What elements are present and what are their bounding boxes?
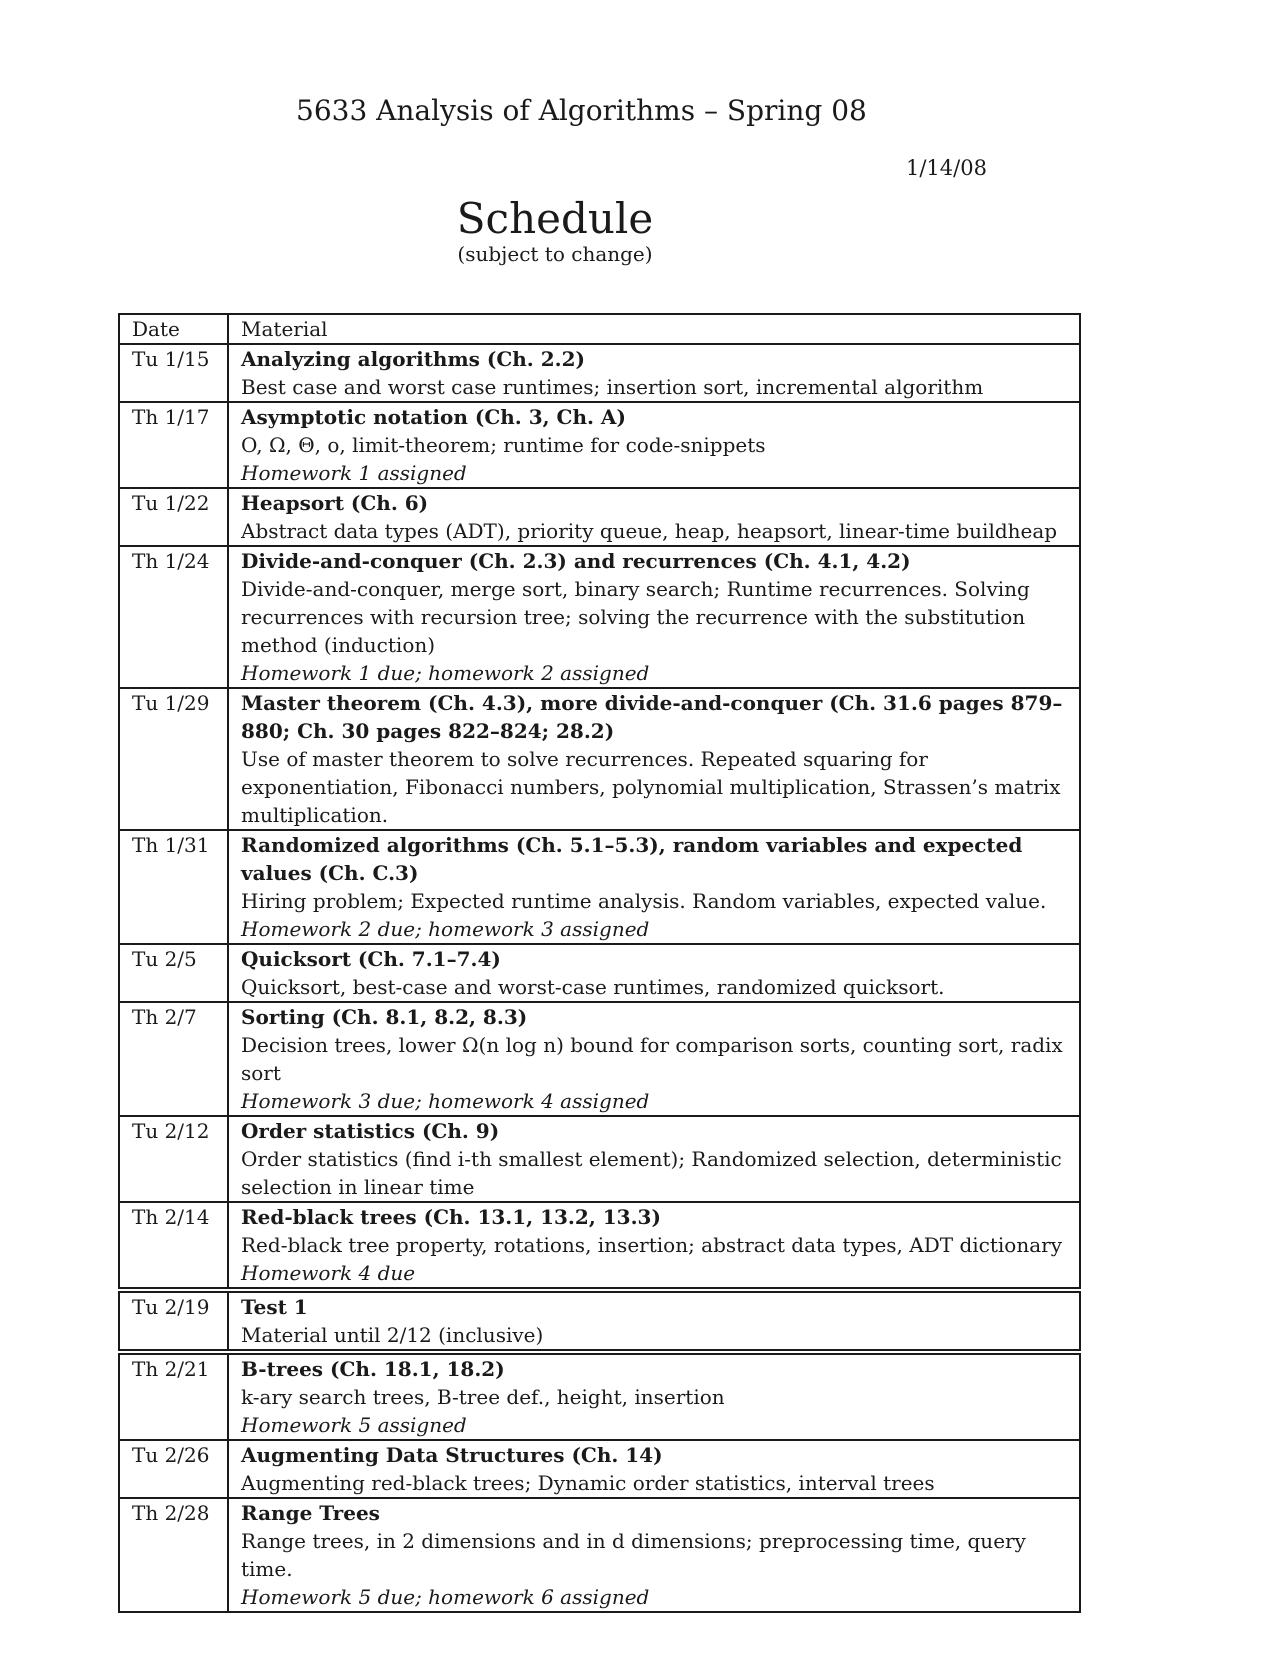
row-date: Tu 2/12	[119, 1116, 228, 1202]
row-topic: Sorting (Ch. 8.1, 8.2, 8.3)	[241, 1005, 528, 1029]
schedule-table	[118, 313, 1081, 1613]
table-row	[119, 1116, 1080, 1202]
row-homework-note: Homework 5 assigned	[241, 1413, 467, 1437]
schedule-subtitle: (subject to change)	[457, 242, 653, 266]
row-topic: Analyzing algorithms (Ch. 2.2)	[241, 347, 585, 371]
row-homework-note: Homework 5 due; homework 6 assigned	[241, 1585, 650, 1609]
row-description: Order statistics (find i-th smallest element); Randomized selection, deterministic selection in linear time	[241, 1147, 1062, 1199]
row-topic: Asymptotic notation (Ch. 3, Ch. A)	[241, 405, 626, 429]
row-description: Range trees, in 2 dimensions and in d dimensions; preprocessing time, query time.	[241, 1529, 1026, 1581]
table-row	[119, 1002, 1080, 1116]
row-description: Material until 2/12 (inclusive)	[241, 1323, 544, 1347]
row-date: Tu 1/22	[119, 488, 228, 546]
table-row	[119, 1290, 1080, 1352]
row-topic: Master theorem (Ch. 4.3), more divide-and-conquer (Ch. 31.6 pages 879–880; Ch. 30 pages 822–824; 28.2)	[241, 691, 1063, 743]
row-homework-note: Homework 3 due; homework 4 assigned	[241, 1089, 650, 1113]
table-row	[119, 1352, 1080, 1440]
schedule-title: Schedule	[456, 194, 654, 243]
row-date: Th 2/21	[119, 1352, 228, 1440]
column-header-material: Material	[228, 314, 1080, 344]
table-row	[119, 830, 1080, 944]
row-topic: B-trees (Ch. 18.1, 18.2)	[241, 1357, 505, 1381]
table-row	[119, 1202, 1080, 1290]
row-topic: Randomized algorithms (Ch. 5.1–5.3), random variables and expected values (Ch. C.3)	[241, 833, 1023, 885]
row-date: Tu 2/5	[119, 944, 228, 1002]
row-date: Th 1/31	[119, 830, 228, 944]
row-material	[228, 402, 1080, 488]
row-homework-note: Homework 4 due	[241, 1261, 416, 1285]
row-description: Red-black tree property, rotations, insertion; abstract data types, ADT dictionary	[241, 1233, 1062, 1257]
row-description: Abstract data types (ADT), priority queue, heap, heapsort, linear-time buildheap	[241, 519, 1058, 543]
row-date: Th 1/17	[119, 402, 228, 488]
row-homework-note: Homework 1 due; homework 2 assigned	[241, 661, 650, 685]
row-date: Th 1/24	[119, 546, 228, 688]
row-material	[228, 488, 1080, 546]
row-material	[228, 1290, 1080, 1352]
row-material	[228, 830, 1080, 944]
row-material	[228, 344, 1080, 402]
row-material	[228, 1116, 1080, 1202]
row-topic: Test 1	[241, 1295, 308, 1319]
row-topic: Range Trees	[241, 1501, 380, 1525]
row-material	[228, 1202, 1080, 1290]
row-description: Use of master theorem to solve recurrences. Repeated squaring for exponentiation, Fibonacci numbers, polynomial multiplication, Strassen’s matrix multiplication.	[241, 747, 1061, 827]
row-date: Th 2/28	[119, 1498, 228, 1612]
row-material	[228, 944, 1080, 1002]
row-date: Tu 1/29	[119, 688, 228, 830]
table-row	[119, 688, 1080, 830]
row-description: Hiring problem; Expected runtime analysis. Random variables, expected value.	[241, 889, 1047, 913]
row-description: O, Ω, Θ, o, limit-theorem; runtime for code-snippets	[241, 433, 766, 457]
document-date: 1/14/08	[906, 156, 987, 180]
row-material	[228, 1498, 1080, 1612]
row-topic: Heapsort (Ch. 6)	[241, 491, 429, 515]
row-topic: Augmenting Data Structures (Ch. 14)	[241, 1443, 663, 1467]
row-topic: Red-black trees (Ch. 13.1, 13.2, 13.3)	[241, 1205, 661, 1229]
row-homework-note: Homework 2 due; homework 3 assigned	[241, 917, 650, 941]
row-date: Th 2/7	[119, 1002, 228, 1116]
row-material	[228, 546, 1080, 688]
table-row	[119, 402, 1080, 488]
row-topic: Divide-and-conquer (Ch. 2.3) and recurrences (Ch. 4.1, 4.2)	[241, 549, 911, 573]
row-material	[228, 1352, 1080, 1440]
row-material	[228, 688, 1080, 830]
course-title: 5633 Analysis of Algorithms – Spring 08	[296, 94, 867, 127]
table-row	[119, 1440, 1080, 1498]
table-row	[119, 944, 1080, 1002]
table-row	[119, 344, 1080, 402]
row-description: k-ary search trees, B-tree def., height, insertion	[241, 1385, 725, 1409]
row-description: Best case and worst case runtimes; insertion sort, incremental algorithm	[241, 375, 984, 399]
row-description: Divide-and-conquer, merge sort, binary search; Runtime recurrences. Solving recurrences with recursion tree; solving the recurrence with the substitution method (induction)	[241, 577, 1030, 657]
row-description: Decision trees, lower Ω(n log n) bound for comparison sorts, counting sort, radix sort	[241, 1033, 1063, 1085]
row-date: Tu 2/26	[119, 1440, 228, 1498]
table-row	[119, 488, 1080, 546]
row-topic: Quicksort (Ch. 7.1–7.4)	[241, 947, 501, 971]
row-material	[228, 1002, 1080, 1116]
table-header-row	[119, 314, 1080, 344]
row-homework-note: Homework 1 assigned	[241, 461, 467, 485]
row-description: Augmenting red-black trees; Dynamic order statistics, interval trees	[241, 1471, 935, 1495]
column-header-date: Date	[119, 314, 228, 344]
row-date: Tu 2/19	[119, 1290, 228, 1352]
row-description: Quicksort, best-case and worst-case runtimes, randomized quicksort.	[241, 975, 945, 999]
row-date: Tu 1/15	[119, 344, 228, 402]
table-row	[119, 1498, 1080, 1612]
row-date: Th 2/14	[119, 1202, 228, 1290]
row-material	[228, 1440, 1080, 1498]
table-row	[119, 546, 1080, 688]
row-topic: Order statistics (Ch. 9)	[241, 1119, 500, 1143]
